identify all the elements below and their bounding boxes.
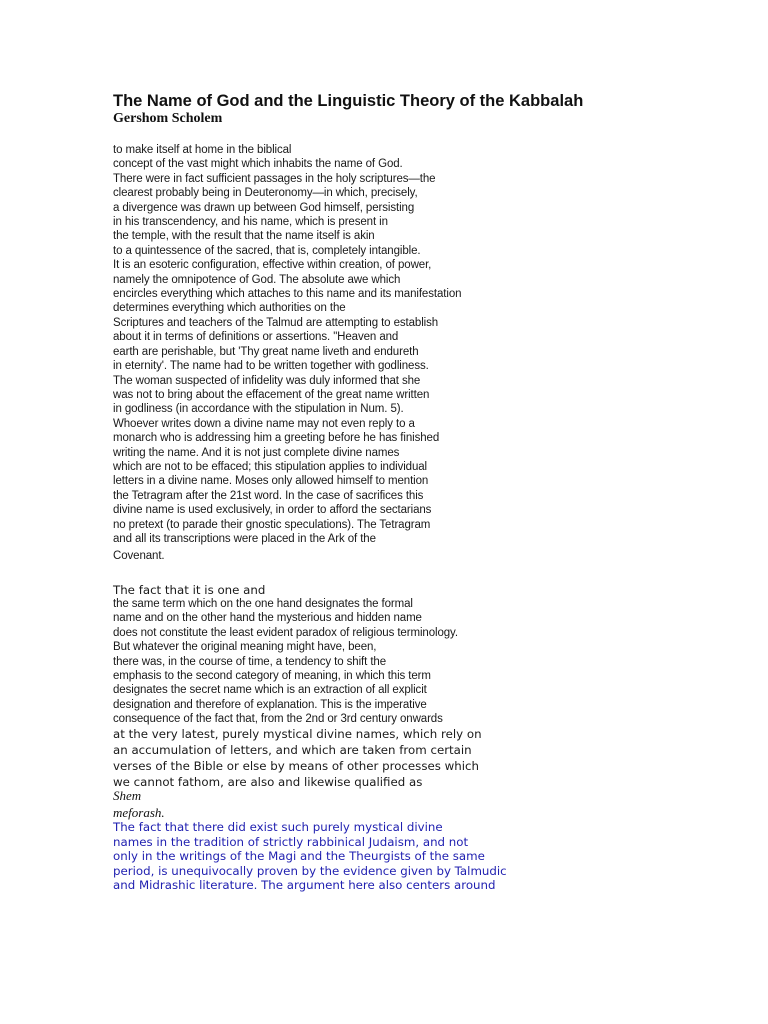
text-line: we cannot fathom, are also and likewise qualified as <box>113 775 423 789</box>
text-line: But whatever the original meaning might have, been, <box>113 641 377 654</box>
text-line: clearest probably being in Deuteronomy—in which, precisely, <box>113 187 418 200</box>
text-line: The woman suspected of infidelity was duly informed that she <box>113 374 421 387</box>
text-line: The fact that there did exist such purely mystical divine <box>113 820 443 834</box>
text-line: designation and therefore of explanation. This is the imperative <box>113 698 427 711</box>
text-line: Covenant. <box>113 550 165 563</box>
text-line: earth are perishable, but 'Thy great name liveth and endureth <box>113 345 419 358</box>
text-line: which are not to be effaced; this stipulation applies to individual <box>113 460 428 473</box>
text-line: determines everything which authorities on the <box>113 302 346 315</box>
italic-line: Shem <box>113 788 142 803</box>
text-line: there was, in the course of time, a tendency to shift the <box>113 655 387 668</box>
paragraph-1 <box>113 143 461 564</box>
italic-term <box>113 787 165 821</box>
text-line: Scriptures and teachers of the Talmud are attempting to establish <box>113 316 439 329</box>
text-line: and all its transcriptions were placed in the Ark of the <box>113 532 376 545</box>
text-line: an accumulation of letters, and which are taken from certain <box>113 743 472 757</box>
paragraph-3-blue <box>113 820 507 893</box>
text-line: names in the tradition of strictly rabbinical Judaism, and not <box>113 834 469 849</box>
author-name: Gershom Scholem <box>113 111 223 126</box>
text-line: only in the writings of the Magi and the Theurgists of the same <box>113 849 485 864</box>
text-line: about it in terms of definitions or assertions. "Heaven and <box>113 331 399 344</box>
text-line: period, is unequivocally proven by the evidence given by Talmudic <box>113 863 507 878</box>
text-line: divine name is used exclusively, in order to afford the sectarians <box>113 504 432 517</box>
text-line: the Tetragram after the 21st word. In the case of sacrifices this <box>113 489 424 502</box>
text-line: at the very latest, purely mystical divine names, which rely on <box>113 727 482 741</box>
text-line: in his transcendency, and his name, which is present in <box>113 216 388 229</box>
text-line: in godliness (in accordance with the stipulation in Num. 5). <box>113 403 404 416</box>
text-line: concept of the vast might which inhabits the name of God. <box>113 158 403 171</box>
text-line: There were in fact sufficient passages in the holy scriptures—the <box>113 172 436 185</box>
text-line: name and on the other hand the mysterious and hidden name <box>113 612 422 625</box>
text-line: Whoever writes down a divine name may not even reply to a <box>113 417 415 430</box>
text-line: namely the omnipotence of God. The absolute awe which <box>113 273 401 286</box>
italic-line: meforash. <box>113 805 165 820</box>
text-line: monarch who is addressing him a greeting before he has finished <box>113 432 440 445</box>
text-line: verses of the Bible or else by means of other processes which <box>113 759 479 773</box>
text-line: writing the name. And it is not just complete divine names <box>113 446 400 459</box>
text-line: no pretext (to parade their gnostic speculations). The Tetragram <box>113 518 431 531</box>
text-line: does not constitute the least evident paradox of religious terminology. <box>113 626 458 639</box>
text-line: to a quintessence of the sacred, that is, completely intangible. <box>113 244 421 257</box>
text-line: and Midrashic literature. The argument here also centers around <box>113 878 496 893</box>
text-line: encircles everything which attaches to this name and its manifestation <box>113 288 462 301</box>
text-line: consequence of the fact that, from the 2nd or 3rd century onwards <box>113 713 443 726</box>
text-line: the temple, with the result that the name itself is akin <box>113 230 375 243</box>
text-line: in eternity'. The name had to be written together with godliness. <box>113 360 429 373</box>
paragraph-2-continued <box>113 726 482 790</box>
text-line: emphasis to the second category of meaning, in which this term <box>113 670 431 683</box>
text-line: The fact that it is one and <box>113 583 266 597</box>
text-line: to make itself at home in the biblical <box>113 144 292 156</box>
paragraph-2 <box>113 597 458 727</box>
text-line: letters in a divine name. Moses only allowed himself to mention <box>113 475 429 488</box>
paragraph-2-lead <box>113 582 265 598</box>
text-line: It is an esoteric configuration, effective within creation, of power, <box>113 259 432 272</box>
text-line: the same term which on the one hand designates the formal <box>113 598 413 610</box>
text-line: was not to bring about the effacement of the great name written <box>113 388 430 401</box>
document-title: The Name of God and the Linguistic Theory of the Kabbalah <box>113 92 584 110</box>
text-line: designates the secret name which is an extraction of all explicit <box>113 684 427 697</box>
text-line: a divergence was drawn up between God himself, persisting <box>113 201 415 214</box>
